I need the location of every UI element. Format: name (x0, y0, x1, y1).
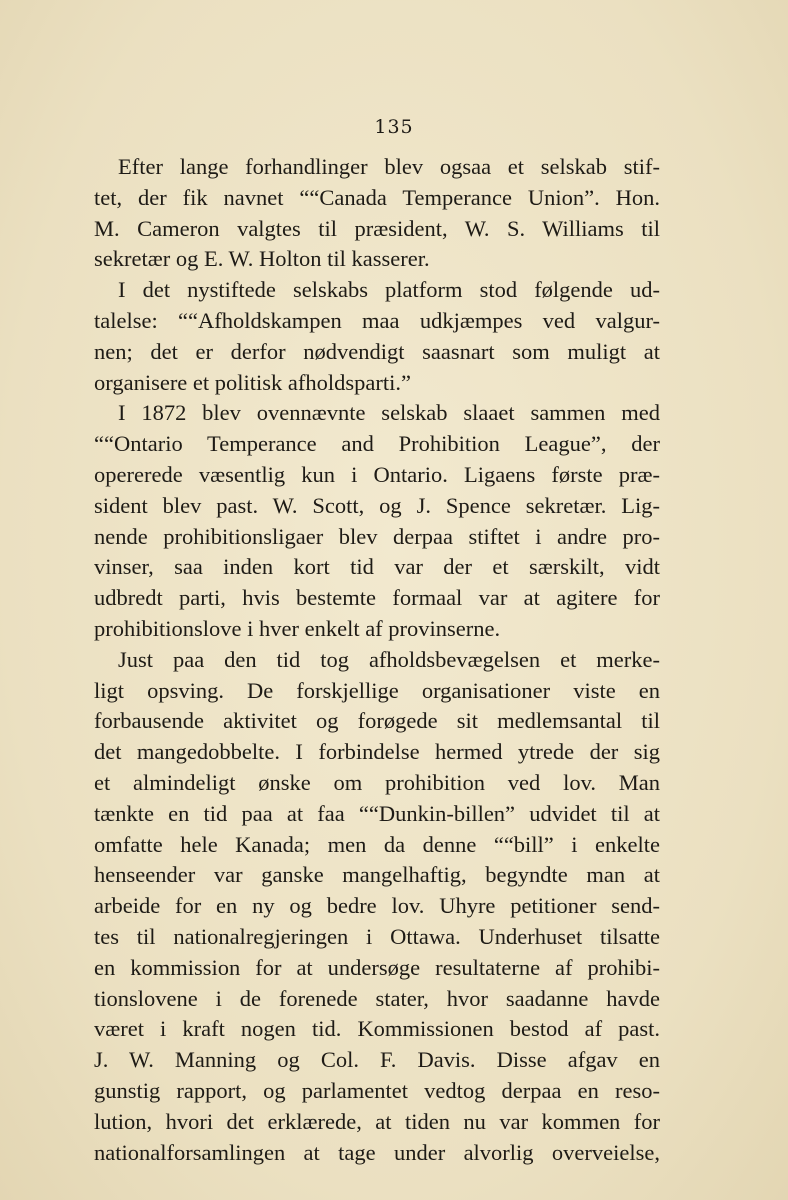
text-line: tionslovene i de forenede stater, hvor saadanne havde (94, 985, 660, 1011)
page-number: 135 (374, 116, 414, 138)
text-line: Just paa den tid tog afholdsbevægelsen et merke- (118, 646, 660, 672)
text-line: ligt opsving. De forskjellige organisationer viste en (94, 677, 660, 703)
text-line: arbeide for en ny og bedre lov. Uhyre petitioner send- (94, 893, 660, 919)
text-line: I det nystiftede selskabs platform stod følgende ud- (118, 277, 660, 303)
text-line: M. Cameron valgtes til præsident, W. S. Williams til (94, 215, 660, 241)
text-line: J. W. Manning og Col. F. Davis. Disse afgav en (94, 1047, 660, 1073)
text-line: lution, hvori det erklærede, at tiden nu var kommen for (94, 1108, 660, 1134)
text-line: vinser, saa inden kort tid var der et særskilt, vidt (94, 554, 660, 580)
text-line: gunstig rapport, og parlamentet vedtog derpaa en reso- (94, 1077, 660, 1103)
text-line: forbausende aktivitet og forøgede sit medlemsantal til (94, 708, 660, 734)
text-line: henseender var ganske mangelhaftig, begyndte man at (94, 862, 660, 888)
text-line: nationalforsamlingen at tage under alvorlig overveielse, (94, 1139, 660, 1165)
text-line: omfatte hele Kanada; men da denne ““bill” i enkelte (94, 831, 660, 857)
text-line: nen; det er derfor nødvendigt saasnart som muligt at (94, 338, 660, 364)
text-line: Efter lange forhandlinger blev ogsaa et selskab stif- (118, 154, 660, 179)
text-line: tes til nationalregjeringen i Ottawa. Underhuset tilsatte (94, 923, 660, 949)
text-line: ““Ontario Temperance and Prohibition League”, der (94, 431, 660, 457)
text-line: udbredt parti, hvis bestemte formaal var at agitere for (94, 585, 660, 611)
text-line: sekretær og E. W. Holton til kasserer. (94, 246, 430, 272)
text-line: det mangedobbelte. I forbindelse hermed ytrede der sig (94, 739, 660, 765)
text-line: I 1872 blev ovennævnte selskab slaaet sammen med (118, 400, 660, 426)
text-line: talelse: ““Afholdskampen maa udkjæmpes ved valgur- (94, 307, 660, 333)
text-line: tet, der fik navnet ““Canada Temperance Union”. Hon. (94, 184, 660, 210)
text-line: opererede væsentlig kun i Ontario. Ligaens første præ- (94, 461, 660, 487)
text-line: været i kraft nogen tid. Kommissionen bestod af past. (94, 1016, 660, 1042)
text-line: organisere et politisk afholdsparti.” (94, 369, 411, 395)
text-line: tænkte en tid paa at faa ““Dunkin-billen” udvidet til at (94, 800, 660, 826)
text-line: nende prohibitionsligaer blev derpaa stiftet i andre pro- (94, 523, 660, 549)
body-text (94, 152, 660, 1168)
text-line: et almindeligt ønske om prohibition ved lov. Man (94, 769, 660, 795)
text-line: sident blev past. W. Scott, og J. Spence sekretær. Lig- (94, 492, 660, 518)
text-line: prohibitionslove i hver enkelt af provinserne. (94, 615, 501, 641)
text-line: en kommission for at undersøge resultaterne af prohibi- (94, 954, 660, 980)
